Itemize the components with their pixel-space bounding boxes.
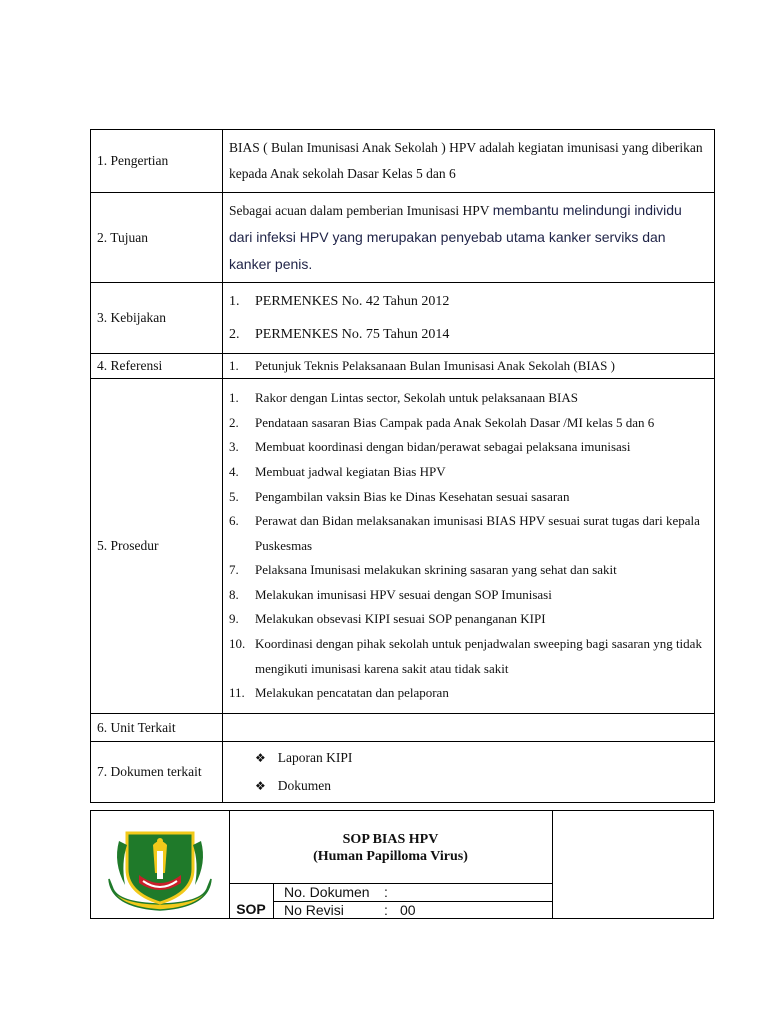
prosedur-label: 5. Prosedur: [91, 379, 223, 714]
sop-header-block: [90, 810, 714, 919]
unit-terkait-value: [223, 714, 715, 742]
referensi-label: 4. Referensi: [91, 354, 223, 379]
pengertian-paragraph: BIAS ( Bulan Imunisasi Anak Sekolah ) HPV adalah kegiatan imunisasi yang diberikan kepada Anak sekolah Dasar Kelas 5 dan 6: [229, 140, 703, 181]
row-tujuan: [91, 193, 715, 283]
list-item: 1. PERMENKES No. 42 Tahun 2012: [229, 294, 450, 309]
dokumen-list: [229, 744, 708, 800]
row-prosedur: [91, 379, 715, 714]
list-item: 3. Membuat koordinasi dengan bidan/perawat sebagai pelaksana imunisasi: [229, 439, 631, 455]
row-kebijakan: [91, 283, 715, 354]
tujuan-sans-part: membantu melindungi individu dari infeksi HPV yang merupakan penyebab utama kanker serviks dan kanker penis.: [229, 202, 682, 272]
pengertian-text: [223, 130, 715, 193]
no-revisi-row: [274, 901, 553, 918]
logo-cell: [91, 811, 230, 918]
diamond-bullet-icon: ❖: [255, 751, 266, 765]
row-dokumen-terkait: [91, 742, 715, 803]
sop-title: SOP BIAS HPV: [342, 832, 439, 847]
list-item: 1. Petunjuk Teknis Pelaksanaan Bulan Imunisasi Anak Sekolah (BIAS ): [229, 358, 615, 373]
list-item: 8. Melakukan imunisasi HPV sesuai dengan SOP Imunisasi: [229, 586, 552, 602]
list-item: 11. Melakukan pencatatan dan pelaporan: [229, 685, 449, 701]
list-item: 5. Pengambilan vaksin Bias ke Dinas Kesehatan sesuai sasaran: [229, 488, 570, 504]
list-item: 2. Pendataan sasaran Bias Campak pada Anak Sekolah Dasar /MI kelas 5 dan 6: [229, 414, 655, 430]
no-revisi-value: 00: [400, 902, 416, 918]
title-cell: [229, 811, 553, 883]
empty-cell: [553, 811, 713, 918]
list-item: 10. Koordinasi dengan pihak sekolah untuk penjadwalan sweeping bagi sasaran yng tidak mengikuti imunisasi karena sakit atau tidak sakit: [229, 636, 702, 676]
no-dokumen-label: No. Dokumen: [284, 884, 370, 900]
kebijakan-list: [229, 285, 708, 351]
no-dokumen-colon: :: [384, 884, 388, 900]
tujuan-paragraph: [229, 197, 708, 278]
row-pengertian: [91, 130, 715, 193]
kebijakan-label: 3. Kebijakan: [91, 283, 223, 354]
list-item: 1. Rakor dengan Lintas sector, Sekolah untuk pelaksanaan BIAS: [229, 390, 578, 406]
sop-content-table: [90, 129, 715, 803]
tujuan-text: [223, 193, 715, 283]
list-item: 9. Melakukan obsevasi KIPI sesuai SOP penanganan KIPI: [229, 611, 546, 627]
no-dokumen-row: [274, 883, 553, 901]
diamond-bullet-icon: ❖: [255, 779, 266, 793]
list-item: 7. Pelaksana Imunisasi melakukan skrining sasaran yang sehat dan sakit: [229, 562, 617, 578]
no-revisi-colon: :: [384, 902, 388, 918]
tujuan-serif-part: Sebagai acuan dalam pemberian Imunisasi HPV: [229, 203, 490, 218]
prosedur-list: [229, 386, 708, 706]
row-referensi: [91, 354, 715, 379]
kebijakan-content: [223, 283, 715, 354]
city-emblem-icon: [91, 811, 229, 918]
row-unit-terkait: [91, 714, 715, 742]
list-item: 2. PERMENKES No. 75 Tahun 2014: [229, 327, 450, 342]
referensi-list: [229, 356, 708, 376]
pengertian-label: 1. Pengertian: [91, 130, 223, 193]
referensi-content: [223, 354, 715, 379]
sop-label: SOP: [229, 883, 274, 918]
list-item: ❖ Dokumen: [255, 778, 332, 793]
dokumen-terkait-label: 7. Dokumen terkait: [91, 742, 223, 803]
tujuan-label: 2. Tujuan: [91, 193, 223, 283]
sop-subtitle: (Human Papilloma Virus): [313, 849, 468, 864]
list-item: 4. Membuat jadwal kegiatan Bias HPV: [229, 463, 446, 479]
unit-terkait-label: 6. Unit Terkait: [91, 714, 223, 742]
no-revisi-label: No Revisi: [284, 902, 344, 918]
list-item: ❖ Laporan KIPI: [255, 750, 353, 765]
dokumen-terkait-content: [223, 742, 715, 803]
list-item: 6. Perawat dan Bidan melaksanakan imunisasi BIAS HPV sesuai surat tugas dari kepala Puskesmas: [229, 513, 700, 553]
prosedur-content: [223, 379, 715, 714]
